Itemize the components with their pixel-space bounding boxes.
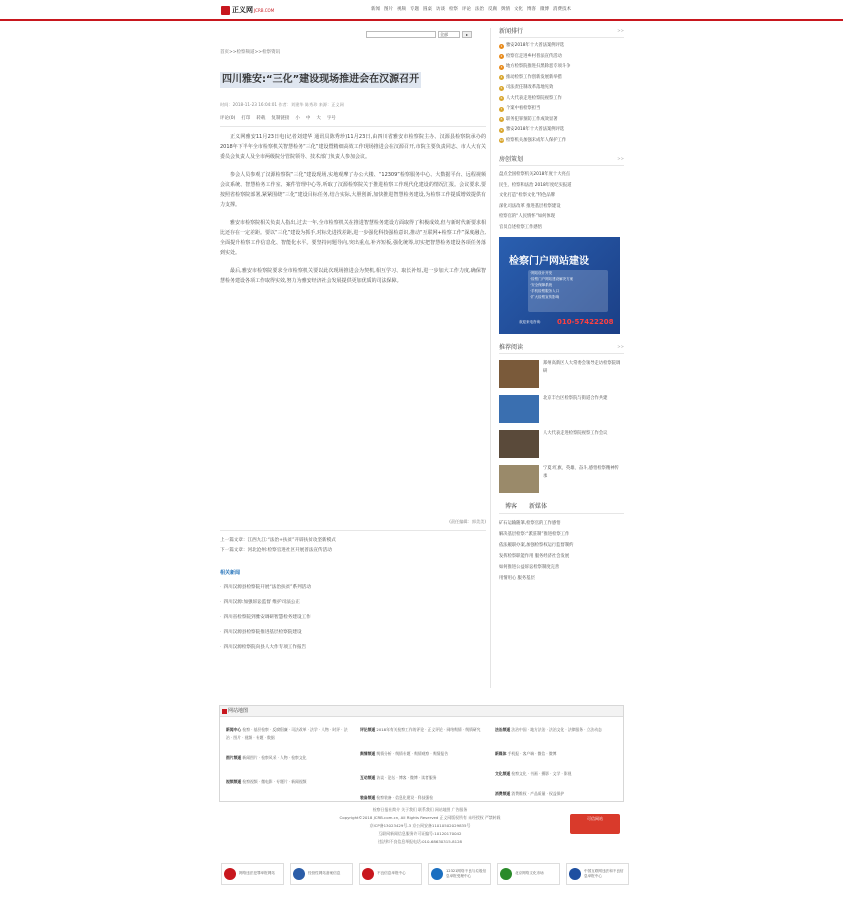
rank-item-title: 人大代表走进检察院视察工作 [506,95,562,101]
rank-item[interactable] [499,73,624,84]
sitemap-section-head[interactable]: 新闻中心 [226,727,242,732]
sitemap-section-links[interactable]: 检察文化 · 书画 · 摄影 · 文学 · 影视 [511,771,572,776]
rank-number: 5 [500,85,503,90]
blog-tabs [499,503,624,514]
tab-blog[interactable]: 博客 [505,503,518,510]
reco-list [499,360,624,495]
search-button[interactable]: ▸ [462,31,472,38]
editor-credit: (责任编辑：郭美美) [449,519,486,524]
rank-number: 4 [500,75,503,80]
banner-tel-label: 欢迎来电咨询： [519,320,544,324]
reco-item-title: 北京丰台区检察院与街道合作共建 [543,396,608,401]
plan-header [499,156,624,166]
article-tool[interactable]: 评论(0) [220,116,236,121]
plan-item[interactable]: 官员自述检察工作感悟 [499,224,542,230]
reco-item[interactable] [499,395,624,425]
article-tool[interactable]: 小 [295,116,300,121]
footer-text [220,806,620,846]
blog-item[interactable]: 发挥检察职能作用 服务经济社会发展 [499,554,570,559]
sitemap-section [360,774,485,782]
related-news-title: 相关新闻 [220,570,241,576]
article-tool[interactable]: 字号 [326,116,336,121]
sitemap-section-head[interactable]: 法治频道 [495,727,511,732]
sitemap-section [360,794,485,802]
rank-item-title: 雅安2018年十大普法案例评选 [506,43,565,48]
sidebar [499,28,624,584]
cert-emblem-icon [431,868,443,880]
cert-emblem-icon [293,868,305,880]
sitemap-section [495,750,620,758]
divider [220,530,486,531]
banner-item: ·手机检察服务入口 [530,288,560,293]
trusted-site-badge[interactable]: 可信网站 [570,814,620,834]
plan-item[interactable]: 盘点全国检察机关2018年度十大亮点 [499,172,571,177]
breadcrumb: 首页>>检察频道>>检察资讯 [220,50,281,55]
logo-subtext: JCRB.COM [254,7,275,13]
column-divider [490,28,491,688]
sitemap-section-head[interactable]: 互动频道 [360,775,376,780]
blog-item[interactable]: 矿石运输随筆,检察官的工作感悟 [499,521,561,526]
blog-item[interactable]: 如何推进公益诉讼检察制度完善 [499,565,560,570]
footer-line: 检察日报社简介 关于我们 联系我们 网站地图 广告服务 [372,807,468,812]
rank-item-title: 检察机关加强未成年人保护工作 [506,137,567,143]
rank-item[interactable] [499,52,624,63]
cert-emblem-icon [224,868,236,880]
sitemap-icon [222,709,227,714]
article-tool[interactable]: 复制链接 [271,116,290,121]
sitemap-title: 网站地图 [228,708,249,714]
rank-item-title: 雅安2018年十大普法案例评选 [506,127,565,132]
article-paragraph: 参会人员参观了汉源检察院“三化”建设现场,实地观摩了办公大楼、“12309”检察服务中心、大数据平台、远程视频会议系统、智慧检务工作室、案件管理中心等,听取了汉源检察院关于推进检察工作现代化建设的情况汇报。会议要求,要按照省检察院部署,紧紧围绕“三化”建设目标任务,结合实际,大胆创新,加快推进智慧检务建设,为检察工作提质增效提供有力支撑。 [220,172,486,208]
sitemap-section-links[interactable]: 检察视频 · 微电影 · 专题片 · 新闻视频 [242,779,307,784]
reco-item-title: 郑州高新区人大常委会领导走访检察院调研 [543,361,621,374]
rank-header [499,28,624,38]
article-paragraph: 雅安市检察院相关负责人指出,过去一年,全市检察机关在推进智慧检务建设方面取得了积极成效,但与新时代新要求相比还存在一定差距。要以“三化”建设为抓手,对标先进找差距,进一步强化科技强检意识,推动“互联网+检察工作”深度融合,全面提升检察工作信息化、智能化水平。要坚持问题导向,突出重点,补齐短板,强化统筹,切实把智慧检务建设各项任务落到实处。 [220,220,486,256]
cert-badge[interactable] [497,863,560,885]
sitemap-section [226,754,351,762]
logo-text: 正义网 [232,5,253,14]
plan-item[interactable]: 文化打造“检察文化”特色品牌 [499,193,556,198]
rank-item[interactable] [499,125,624,136]
sitemap-section-links[interactable]: 访谈 · 论坛 · 博客 · 微博 · 读者服务 [376,775,437,780]
reco-more-link[interactable]: >> [617,344,624,349]
banner-item: ·检察门户网站建设解决方案 [530,276,574,281]
cert-label: 12321网络不良与垃圾信息举报受理中心 [446,868,487,878]
sitemap-section-head[interactable]: 消费频道 [495,791,511,796]
cert-badge[interactable] [359,863,422,885]
rank-number: 10 [499,138,504,143]
nav-item[interactable]: 检察 [449,7,458,12]
sitemap-section-links[interactable]: 检察装备 · 信息化建设 · 科技强检 [376,795,434,800]
rank-number: 8 [500,117,503,122]
rank-item-title: 司法责任制改革落地见效 [506,85,554,90]
related-news-link[interactable]: · 四川汉源检察院向县人大作专项工作报告 [220,640,311,655]
sitemap-section-head[interactable]: 视频频道 [226,779,242,784]
rank-number: 1 [500,43,503,48]
article-tool[interactable]: 转载 [256,116,266,121]
nav-item[interactable]: 博客 [527,7,536,12]
rank-item[interactable] [499,136,624,147]
banner-item: ·网站设计开发 [530,271,553,275]
related-news-link[interactable]: · 四川汉源:加强诉讼监督 维护司法公正 [220,595,311,610]
plan-title: 房创策划 [499,156,524,163]
article-body [220,132,486,294]
plan-item[interactable]: 民生、检察和法治 2018年度纪实报道 [499,182,572,188]
cert-label: 网络违法犯罪举报网站 [239,871,275,876]
nav-item[interactable]: 舆情 [501,7,510,12]
cert-label: 北京网络文化市场 [515,871,544,876]
related-news-list [220,580,311,655]
sitemap-section [495,790,620,798]
ad-banner[interactable] [499,237,620,334]
cert-emblem-icon [500,868,512,880]
article-tool[interactable]: 中 [305,116,311,121]
nav-item[interactable]: 反腐 [488,7,497,12]
nav-item[interactable]: 新闻 [371,7,380,12]
rank-title: 新闻排行 [499,28,524,35]
next-article-link[interactable]: 河北沧州:检察官进社区开展普法宣传活动 [247,548,332,553]
banner-item: ·扩大检察宣传影响 [530,294,560,299]
reco-thumbnail [499,360,539,388]
rank-item[interactable] [499,115,624,126]
sitemap-section-links[interactable]: 检察 · 基层检察 · 反腐倡廉 · 司法改革 · 法学 · 人物 · 时评 · 法治 · 图片 · 视频 · 专题 · 数据 [226,727,348,740]
site-logo[interactable] [221,5,274,16]
sitemap-section-links[interactable]: 消费维权 · 产品质量 · 权益保护 [511,791,565,796]
nav-item[interactable]: 微博 [540,7,549,12]
reco-thumbnail [499,395,539,423]
nav-item[interactable]: 图片 [384,7,393,12]
plan-item[interactable]: 深化司法改革 推进基层检察建设 [499,203,561,209]
main-content [216,28,490,688]
banner-tel: 010-57422208 [557,318,614,326]
rank-item-title: 推动检察工作创新发展新举措 [506,74,562,80]
sitemap-section [495,770,620,778]
logo-mark-icon [221,6,230,15]
top-bar [0,0,843,21]
sitemap-section-head[interactable]: 图片频道 [226,755,242,760]
rank-list [499,41,624,146]
prev-article-link[interactable]: 江西九江:“法治+扶贫”开辟扶贫攻坚新模式 [247,538,336,543]
sitemap-section [360,726,485,734]
sitemap-box [219,705,624,802]
reco-item[interactable] [499,465,624,495]
plan-more-link[interactable]: >> [617,156,624,161]
cert-badge[interactable] [221,863,284,885]
search-bar [366,31,472,38]
reco-thumbnail [499,430,539,458]
rank-number: 2 [500,54,503,59]
sitemap-section-links[interactable]: 手机报 · 客户端 · 微信 · 微博 [507,751,557,756]
nav-item[interactable]: 圆桌 [423,7,432,12]
related-news-link[interactable]: · 四川省检察院到雅安调研智慧检务建设工作 [220,610,311,625]
cert-badges [221,863,629,885]
cert-badge[interactable] [566,863,629,885]
rank-item-title: 检察官走进乡村普法宣传活动 [506,53,562,59]
article-title: 四川雅安:“三化”建设现场推进会在汉源召开 [220,72,421,88]
sitemap-section-head[interactable]: 新媒体 [495,751,507,756]
blog-item[interactable]: 依法履职办案,加强检察权运行监督制约 [499,543,574,548]
rank-number: 7 [500,106,503,111]
article-meta: 时间：2018-11-23 16:04:01 作者：刘建华 陈秀珍 来源：正义网 [220,102,344,107]
banner-item: ·安全保障系统 [530,282,553,287]
sitemap-section-head[interactable]: 评论频道 [360,727,376,732]
divider [220,126,486,127]
tab-new-media[interactable]: 新媒体 [529,503,548,510]
rank-item-title: 职务犯罪预防工作成效显著 [506,116,558,122]
rank-item-title: 地方检察院推进扫黑除恶专项斗争 [506,64,571,69]
sitemap-section-head[interactable]: 装备频道 [360,795,376,800]
rank-number: 3 [500,64,503,69]
reco-header [499,344,624,354]
cert-emblem-icon [569,868,581,880]
banner-title: 检察门户网站建设 [509,256,589,267]
reco-thumbnail [499,465,539,493]
nav-item[interactable]: 法治 [475,7,484,12]
nav-item[interactable]: 消费技术 [553,7,571,12]
search-input[interactable] [366,31,436,38]
plan-item[interactable]: 检察官的“人民情怀”如何体现 [499,214,556,219]
banner-panel [528,270,608,312]
sitemap-header [220,706,623,717]
sitemap-section-links[interactable]: 舆情分析 · 舆情专题 · 舆情观察 · 舆情报告 [376,751,449,756]
reco-item[interactable] [499,360,624,390]
rank-item[interactable] [499,83,624,94]
cert-label: 经营性网站备案信息 [308,871,341,876]
sitemap-section-head[interactable]: 舆情频道 [360,751,376,756]
rank-item[interactable] [499,41,624,52]
article-paragraph: 最后,雅安市检察院要求全市检察机关要以此次现场推进会为契机,相互学习、取长补短,进一步加大工作力度,确保智慧检务建设各项工作取得实效,努力为雅安经济社会发展提供更加优质的司法保障。 [220,268,486,284]
footer-line: 京ICP备13023429号-3 京公网安备11010502029835号 [369,823,471,828]
top-nav [370,7,572,13]
reco-item-title: 宁夏:红旗、英雄、奋斗,感悟检察精神传承 [543,466,619,479]
sitemap-section [360,750,485,758]
next-label: 下一篇文章： [220,548,248,553]
cert-emblem-icon [362,868,374,880]
related-news-link[interactable]: · 四川汉源县检察院开展“法治扶贫”系列活动 [220,580,311,595]
nav-item[interactable]: 访谈 [436,7,445,12]
cert-label: 不良信息举报中心 [377,871,406,876]
plan-list [499,170,624,233]
rank-number: 9 [500,127,503,132]
nav-item[interactable]: 评论 [462,7,471,12]
blog-item[interactable]: 用情用心 服务基层 [499,576,535,581]
nav-item[interactable]: 文化 [514,7,523,12]
article-tools [220,116,336,122]
sitemap-section-links[interactable]: 2018年有关检察工作的评论 · 正义评论 · 网络舆情 · 舆情研究 [376,727,481,732]
article-tool[interactable]: 打印 [241,116,251,121]
rank-item[interactable] [499,104,624,115]
sitemap-section-head[interactable]: 文化频道 [495,771,511,776]
reco-item-title: 人大代表走进检察院视察工作会议 [543,431,608,436]
nav-item[interactable]: 专题 [410,7,419,12]
sitemap-section [226,778,351,786]
footer-line: Copyright©2018 JCRB.com.cn, All Rights Reserved 正义网版权所有 未经授权 严禁转载 [339,815,501,820]
blog-item[interactable]: 解决基层检察:“派驻制”推进检察工作 [499,532,570,537]
footer-line: 违法和不良信息举报电话:010-68630315-8128 [377,839,463,844]
rank-number: 6 [500,96,503,101]
footer-line: 互联网新闻信息服务许可证编号:10120170042 [378,831,462,836]
cert-badge[interactable] [428,863,491,885]
blog-list [499,518,624,584]
rank-item[interactable] [499,62,624,73]
prev-label: 上一篇文章： [220,538,248,543]
nav-item[interactable]: 视频 [397,7,406,12]
sitemap-section-links[interactable]: 新闻图片 · 检察风采 · 人物 · 检察文化 [242,755,307,760]
rank-item-title: 个案中看检察担当 [506,106,541,111]
cert-badge[interactable] [290,863,353,885]
search-scope-select[interactable]: 全部 [438,31,460,38]
article-tool[interactable]: 大 [316,116,321,121]
rank-more-link[interactable]: >> [617,28,624,33]
sitemap-section [226,726,351,741]
sitemap-section-links[interactable]: 法治中国 · 地方法治 · 法治文化 · 法律服务 · 立法动态 [511,727,602,732]
prev-next [220,536,336,556]
sitemap-section [495,726,620,734]
reco-title: 推荐阅读 [499,344,524,351]
reco-item[interactable] [499,430,624,460]
article-paragraph: 正义网雅安11月23日电(记者刘建华 通讯员陈秀珍)11月23日,由四川省雅安市检察院主办、汉源县检察院承办的2018年下半年全市检察机关智慧检务“三化”建设暨精细高效工作现场推进会在汉源召开,市院主要负责同志、市人大有关委员会负责人及全市两级院分管院领导、技术部门负责人参加会议。 [220,134,486,160]
cert-label: 中国互联网违法和不良信息举报中心 [584,868,624,878]
related-news-link[interactable]: · 四川汉源县检察院推进基层检察院建设 [220,625,311,640]
rank-item[interactable] [499,94,624,105]
